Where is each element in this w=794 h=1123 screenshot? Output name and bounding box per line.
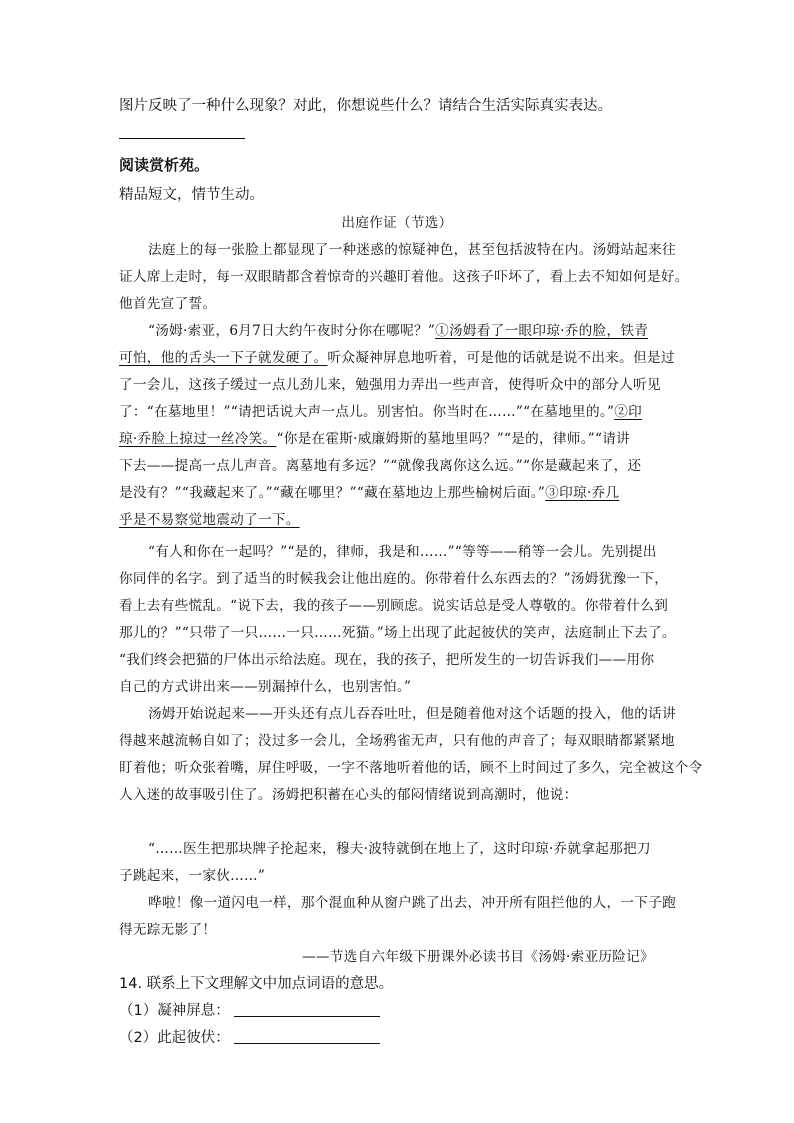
passage-line: 得越来越流畅自如了；没过多一会儿，全场鸦雀无声，只有他的声音了；每双眼睛都紧紧地 <box>119 733 675 749</box>
passage-line: 是没有？”“我藏起来了。”“藏在哪里？”“藏在墓地边上那些榆树后面。”③印琼·乔几 <box>119 485 620 501</box>
question-14-item-2: （2）此起彼伏： <box>119 1026 380 1047</box>
underlined-sentence-2: 琼·乔脸上掠过一丝冷笑。 <box>119 431 277 447</box>
passage-line <box>119 508 300 528</box>
passage-line: 可怕，他的舌头一下子就发硬了。听众凝神屏息地听着，可是他的话就是说不出来。但是过 <box>119 350 675 366</box>
section-heading: 阅读赏析苑。 <box>119 156 210 174</box>
underlined-sentence-1: 可怕，他的舌头一下子就发硬了。 <box>119 350 328 366</box>
passage-line: 人入迷的故事吸引住了。汤姆把积蓄在心头的郁闷情绪说到高潮时，他说： <box>119 787 578 803</box>
answer-blank-2[interactable] <box>234 1029 380 1044</box>
passage-line: 汤姆开始说起来——开头还有点儿吞吞吐吐，但是随着他对这个话题的投入，他的话讲 <box>148 706 676 722</box>
passage-line: 那儿的？”“只带了一只……一只……死猫。”场上出现了此起彼伏的笑声，法庭制止下去了。 <box>119 625 676 641</box>
passage-line: 法庭上的每一张脸上都显现了一种迷惑的惊疑神色，甚至包括波特在内。汤姆站起来往 <box>148 242 676 258</box>
question-14-item-1: （1）凝神屏息： <box>119 999 380 1020</box>
passage-line: “有人和你在一起吗？”“是的，律师，我是和……”“等等——稍等一会儿。先别提出 <box>148 544 657 560</box>
passage-line: 你同伴的名字。到了适当的时候我会让他出庭的。你带着什么东西去的？”汤姆犹豫一下， <box>119 571 669 587</box>
answer-line <box>119 138 245 139</box>
underlined-sentence-3: 乎是不易察觉地震动了一下。 <box>119 512 300 528</box>
underlined-sentence-2: ②印 <box>614 404 642 420</box>
passage-line: 了一会儿，这孩子缓过一点儿劲儿来，勉强用力弄出一些声音，使得听众中的部分人听见 <box>119 377 661 393</box>
passage-line: 自己的方式讲出来——别漏掉什么，也别害怕。” <box>119 679 412 695</box>
question-prompt: 图片反映了一种什么现象？对此，你想说些什么？请结合生活实际真实表达。 <box>119 98 612 114</box>
passage-line: 琼·乔脸上掠过一丝冷笑。“你是在霍斯·威廉姆斯的墓地里吗？”“是的，律师。”“请讲 <box>119 431 631 447</box>
passage-line: 得无踪无影了！ <box>119 922 217 938</box>
passage-title: 出庭作证（节选） <box>341 215 453 231</box>
passage-line: “汤姆·索亚，6月7日大约午夜时分你在哪呢？”①汤姆看了一眼印琼·乔的脸，铁青 <box>148 323 649 339</box>
answer-blank-1[interactable] <box>234 1002 380 1017</box>
passage-line: “我们终会把猫的尸体出示给法庭。现在，我的孩子，把所发生的一切告诉我们——用你 <box>119 652 655 668</box>
passage-line: 了：“在墓地里！”“请把话说大声一点儿。别害怕。你当时在……”“在墓地里的。”②印 <box>119 404 642 420</box>
passage-line: 哗啦！像一道闪电一样，那个混血种从窗户跳了出去，冲开所有阻拦他的人，一下子跑 <box>148 895 676 911</box>
passage-line: 他首先宣了誓。 <box>119 296 217 312</box>
underlined-sentence-3: ③印琼·乔几 <box>545 485 620 501</box>
passage-line: 看上去有些慌乱。“说下去，我的孩子——别顾虑。说实话总是受人尊敬的。你带着什么到 <box>119 598 669 614</box>
passage-line: “……医生把那块牌子抡起来，穆夫·波特就倒在地上了，这时印琼·乔就拿起那把刀 <box>148 841 651 857</box>
question-14: 14. 联系上下文理解文中加点词语的意思。 <box>119 976 394 992</box>
underlined-sentence-1: ①汤姆看了一眼印琼·乔的脸，铁青 <box>435 323 649 339</box>
passage-source: ——节选自六年级下册课外必读书目《汤姆·索亚历险记》 <box>302 949 654 965</box>
passage-line: 子跳起来，一家伙……” <box>119 868 266 884</box>
passage-line: 盯着他；听众张着嘴，屏住呼吸，一字不落地听着他的话，顾不上时间过了多久，完全被这个令 <box>119 760 703 776</box>
passage-line: 证人席上走时，每一双眼睛都含着惊奇的兴趣盯着他。这孩子吓坏了，看上去不知如何是好。 <box>119 269 689 285</box>
passage-line: 下去——提高一点儿声音。离墓地有多远？”“就像我离你这么远。”“你是藏起来了，还 <box>119 458 642 474</box>
section-subtitle: 精品短文，情节生动。 <box>119 187 264 203</box>
